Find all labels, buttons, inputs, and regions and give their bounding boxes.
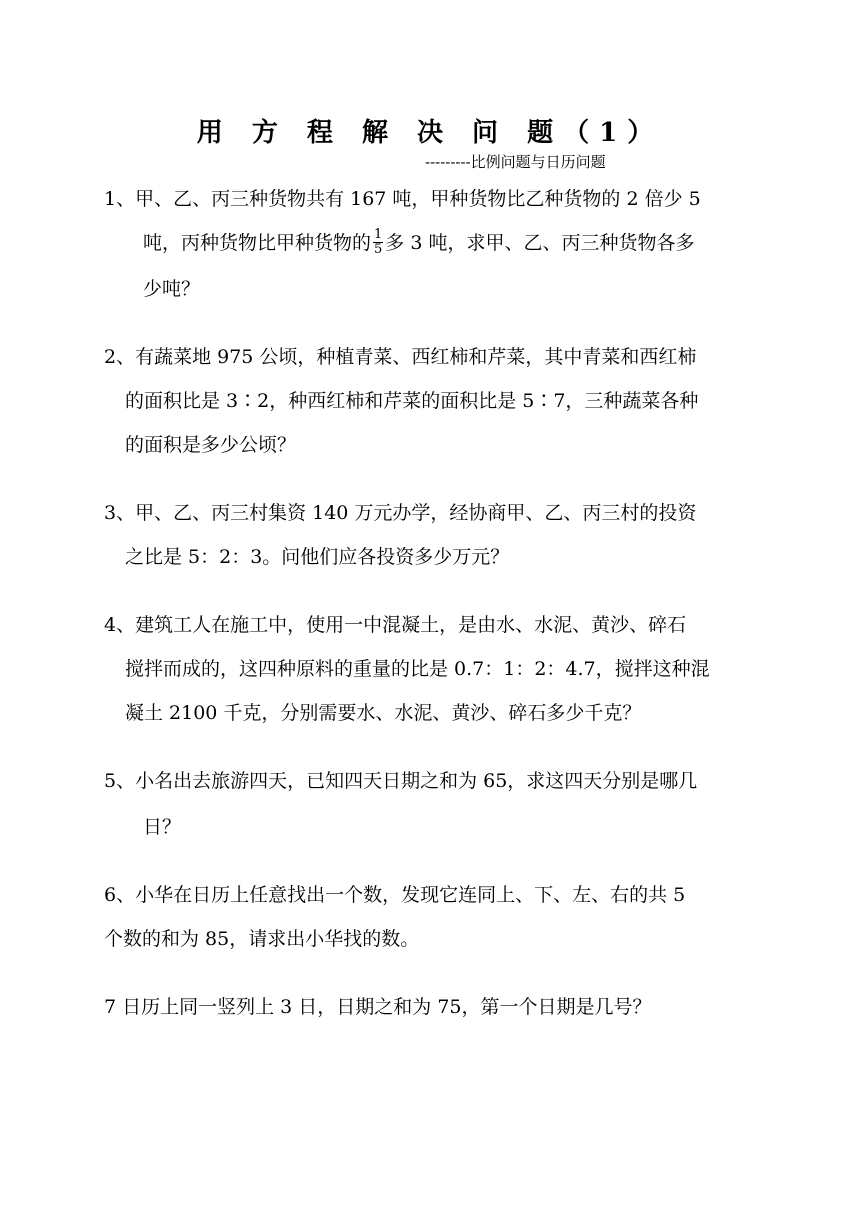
question-1-line-3: 少吨？ [143, 278, 201, 300]
question-3-line-1: 3、甲、乙、丙三村集资 140 万元办学，经协商甲、乙、丙三村的投资 [104, 502, 697, 524]
page-subtitle: ---------比例问题与日历问题 [425, 153, 606, 171]
question-2-line-3: 的面积是多少公顷？ [125, 434, 297, 456]
fraction-denominator: 5 [374, 241, 383, 257]
question-2-line-2: 的面积比是 3∶2，种西红柿和芹菜的面积比是 5∶7，三种蔬菜各种 [125, 390, 699, 412]
question-5-line-1: 5、小名出去旅游四天，已知四天日期之和为 65，求这四天分别是哪几 [104, 770, 698, 792]
fraction-numerator: 1 [374, 226, 383, 242]
question-1-line-2-text-a: 吨，丙种货物比甲种货物的 [143, 232, 372, 254]
question-1-line-2-text-b: 多 3 吨，求甲、乙、丙三种货物各多 [385, 232, 695, 254]
question-3-line-2: 之比是 5：2：3。问他们应各投资多少万元？ [125, 546, 510, 568]
question-4-line-2: 搅拌而成的，这四种原料的重量的比是 0.7：1：2：4.7，搅拌这种混 [125, 658, 710, 680]
question-5-line-2: 日？ [143, 816, 182, 838]
question-7-line-1: 7 日历上同一竖列上 3 日，日期之和为 75，第一个日期是几号？ [104, 996, 652, 1018]
question-6-line-1: 6、小华在日历上任意找出一个数，发现它连同上、下、左、右的共 5 [104, 884, 686, 906]
question-1-line-2 [143, 228, 694, 259]
question-6-line-2: 个数的和为 85，请求出小华找的数。 [104, 928, 420, 950]
question-4-line-3: 凝土 2100 千克，分别需要水、水泥、黄沙、碎石多少千克？ [125, 702, 642, 724]
question-2-line-1: 2、有蔬菜地 975 公顷，种植青菜、西红柿和芹菜，其中青菜和西红柿 [104, 346, 697, 368]
page-title: 用 方 程 解 决 问 题（1） [196, 118, 664, 148]
question-1-line-1: 1、甲、乙、丙三种货物共有 167 吨，甲种货物比乙种货物的 2 倍少 5 [104, 188, 701, 210]
fraction-one-fifth [373, 228, 383, 257]
question-4-line-1: 4、建筑工人在施工中，使用一中混凝土，是由水、水泥、黄沙、碎石 [104, 614, 687, 636]
